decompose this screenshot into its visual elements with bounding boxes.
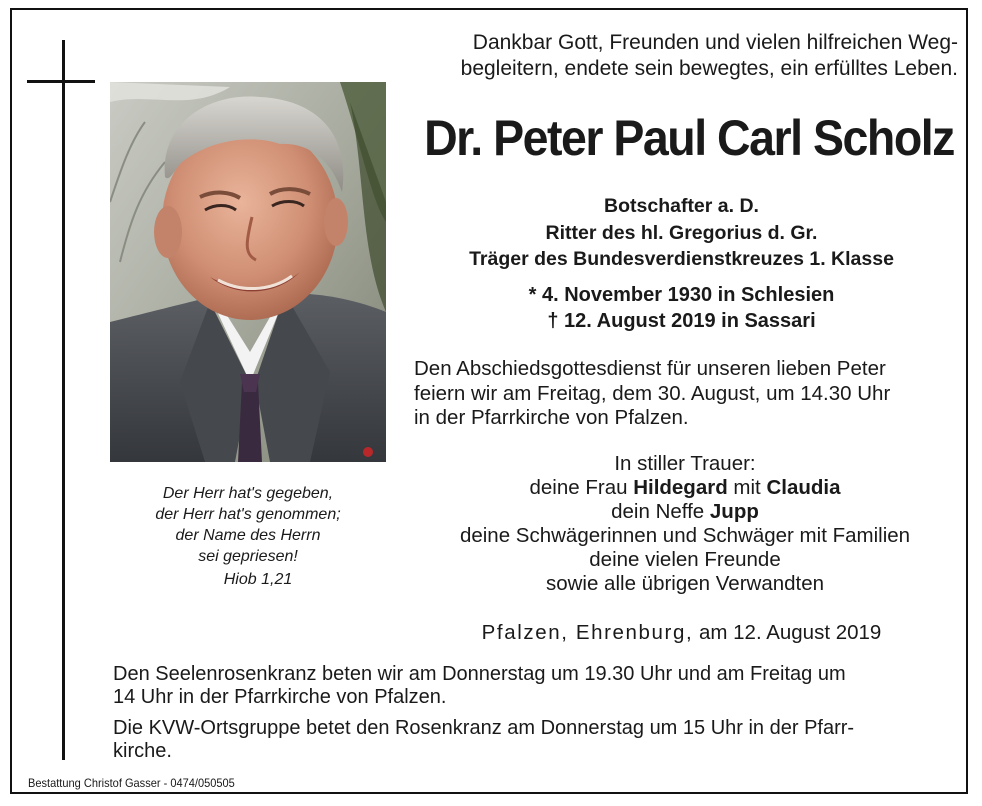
daughter-name: Claudia	[766, 476, 841, 499]
death-date: † 12. August 2019 in Sassari	[547, 310, 816, 332]
honorary-titles	[405, 193, 958, 273]
quote-line-1: Der Herr hat's gegeben,	[162, 485, 334, 502]
place-and-date	[405, 621, 958, 645]
service-line-3: in der Pfarrkirche von Pfalzen.	[414, 406, 689, 429]
funeral-home-credit: Bestattung Christof Gasser - 0474/050505	[28, 776, 235, 790]
quote-line-4: sei gepriesen!	[198, 548, 298, 565]
rosary-p1-line-2: 14 Uhr in der Pfarrkirche von Pfalzen.	[113, 686, 447, 708]
quote-reference: Hiob 1,21	[223, 571, 293, 588]
wife-prefix: deine Frau	[529, 476, 634, 499]
intro-line-1: Dankbar Gott, Freunden und vielen hilfreichen Weg-	[472, 31, 958, 54]
intro-text	[405, 30, 958, 82]
cross-horizontal-bar	[27, 80, 95, 83]
service-line-1: Den Abschiedsgottesdienst für unseren lieben Peter	[414, 357, 886, 380]
rosary-p1-line-1: Den Seelenrosenkranz beten wir am Donnerstag um 19.30 Uhr und am Freitag um	[113, 663, 846, 685]
quote-line-2: der Herr hat's genommen;	[155, 506, 341, 523]
bible-quote	[108, 483, 388, 590]
portrait-photo	[110, 82, 386, 462]
rosary-notice	[113, 663, 953, 763]
service-line-2: feiern wir am Freitag, dem 30. August, um 14.30 Uhr	[414, 381, 891, 405]
title-line-1: Botschafter a. D.	[604, 195, 759, 217]
wife-name: Hildegard	[633, 476, 728, 499]
intro-line-2: begleitern, endete sein bewegtes, ein erfülltes Leben.	[460, 57, 958, 80]
funeral-service-text	[414, 357, 954, 431]
nephew-prefix: dein Neffe	[611, 500, 710, 523]
mourner-wife-line	[405, 476, 965, 500]
rosary-p2-line-1: Die KVW-Ortsgruppe betet den Rosenkranz am Donnerstag um 15 Uhr in der Pfarr-	[113, 717, 855, 739]
quote-line-3: der Name des Herrn	[175, 527, 321, 544]
title-line-2: Ritter des hl. Gregorius d. Gr.	[545, 221, 818, 244]
mourner-line-3: deine Schwägerinnen und Schwäger mit Familien	[459, 524, 911, 547]
date: am 12. August 2019	[698, 621, 882, 644]
nephew-name: Jupp	[709, 500, 759, 523]
rosary-p2-line-2: kirche.	[113, 740, 172, 762]
mourner-line-4: deine vielen Freunde	[589, 548, 781, 571]
mourner-line-5: sowie alle übrigen Verwandten	[545, 572, 825, 595]
birth-date: * 4. November 1930 in Schlesien	[528, 284, 835, 306]
wife-mid: mit	[727, 476, 767, 499]
life-dates	[405, 282, 958, 334]
title-line-3: Träger des Bundesverdienstkreuzes 1. Klasse	[469, 248, 894, 270]
mourner-nephew-line	[405, 500, 965, 524]
deceased-name: Dr. Peter Paul Carl Scholz	[424, 110, 954, 166]
place: Pfalzen, Ehrenburg,	[481, 621, 694, 644]
mourners-list	[405, 452, 965, 596]
cross-vertical-bar	[62, 40, 65, 760]
mourners-heading: In stiller Trauer:	[614, 452, 756, 475]
